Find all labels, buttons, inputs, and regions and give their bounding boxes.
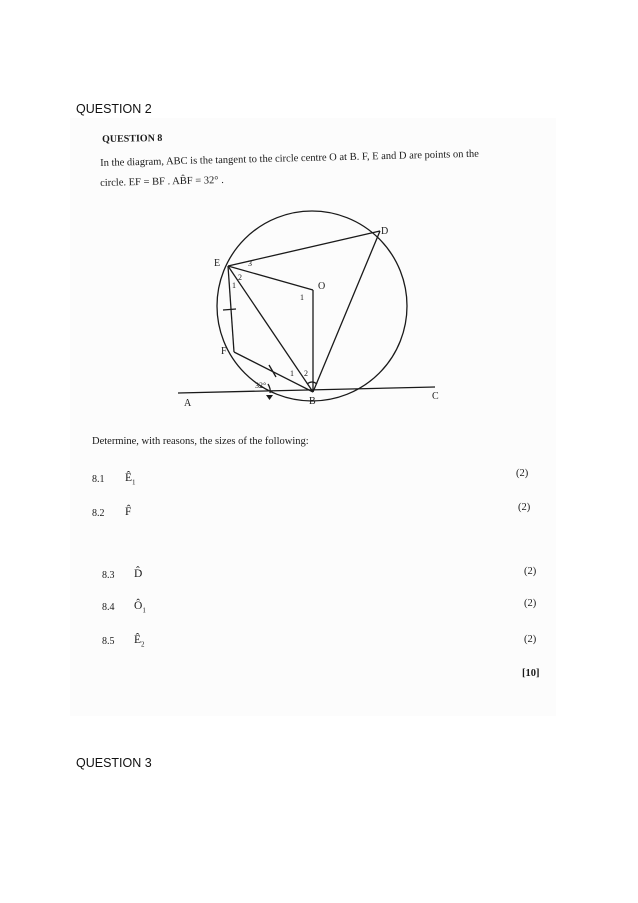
- angle-b2-label: 2: [304, 369, 308, 378]
- angle-o1-label: 1: [300, 293, 304, 302]
- question-8-1-symbol: $Ê_1$: [125, 472, 136, 487]
- chord-eb: [228, 266, 313, 392]
- angle-arc-abf: [268, 384, 270, 393]
- equal-tick-fb: [269, 365, 276, 377]
- angle-e1-label: 1: [232, 281, 236, 290]
- question-8-3-marks: (2): [524, 566, 537, 577]
- tangent-line-abc: [178, 387, 435, 393]
- question-8-2-marks: (2): [518, 502, 531, 513]
- angle-arc-b: [307, 382, 317, 384]
- geometry-diagram: [70, 118, 556, 418]
- total-marks: [10]: [522, 668, 540, 679]
- angle-e3-label: 3: [248, 259, 252, 268]
- given-angle-label: 32°: [255, 381, 267, 390]
- question-2-heading: QUESTION 2: [76, 102, 152, 116]
- question-8-4-marks: (2): [524, 598, 537, 609]
- question-8-5-marks: (2): [524, 634, 537, 645]
- chord-db: [313, 231, 380, 392]
- label-f: F: [221, 346, 227, 357]
- scanned-question-image: [70, 118, 556, 716]
- intro-line-2: circle. EF = BF . AB̂F = 32° .: [100, 174, 224, 189]
- label-c: C: [432, 391, 439, 402]
- question-8-2-number: 8.2: [92, 508, 105, 519]
- label-e: E: [214, 258, 221, 269]
- label-a: A: [184, 398, 192, 409]
- question-8-3-number: 8.3: [102, 570, 115, 581]
- question-8-3-symbol: D̂: [134, 568, 143, 580]
- label-o: O: [318, 281, 326, 292]
- intro-line-1: In the diagram, ABC is the tangent to the circle centre O at B. F, E and D are points on the: [100, 148, 479, 169]
- question-8-5-symbol: $Ê_2$: [134, 634, 145, 649]
- determine-instruction: Determine, with reasons, the sizes of the following:: [92, 436, 309, 447]
- question-8-5-number: 8.5: [102, 636, 115, 647]
- question-8-1-marks: (2): [516, 468, 529, 479]
- angle-arrow-icon: [266, 395, 273, 400]
- question-8-1-number: 8.1: [92, 474, 105, 485]
- label-d: D: [381, 226, 389, 237]
- question-8-2-symbol: F̂: [125, 506, 132, 518]
- question-8-4-symbol: $Ô_1$: [134, 600, 146, 615]
- equal-tick-ef: [223, 309, 236, 310]
- question-3-heading: QUESTION 3: [76, 756, 152, 770]
- question-8-4-number: 8.4: [102, 602, 115, 613]
- angle-e2-label: 2: [238, 273, 242, 282]
- circle: [217, 211, 407, 401]
- label-b: B: [309, 396, 316, 407]
- angle-b1-label: 1: [290, 369, 294, 378]
- question-8-title: QUESTION 8: [102, 132, 163, 145]
